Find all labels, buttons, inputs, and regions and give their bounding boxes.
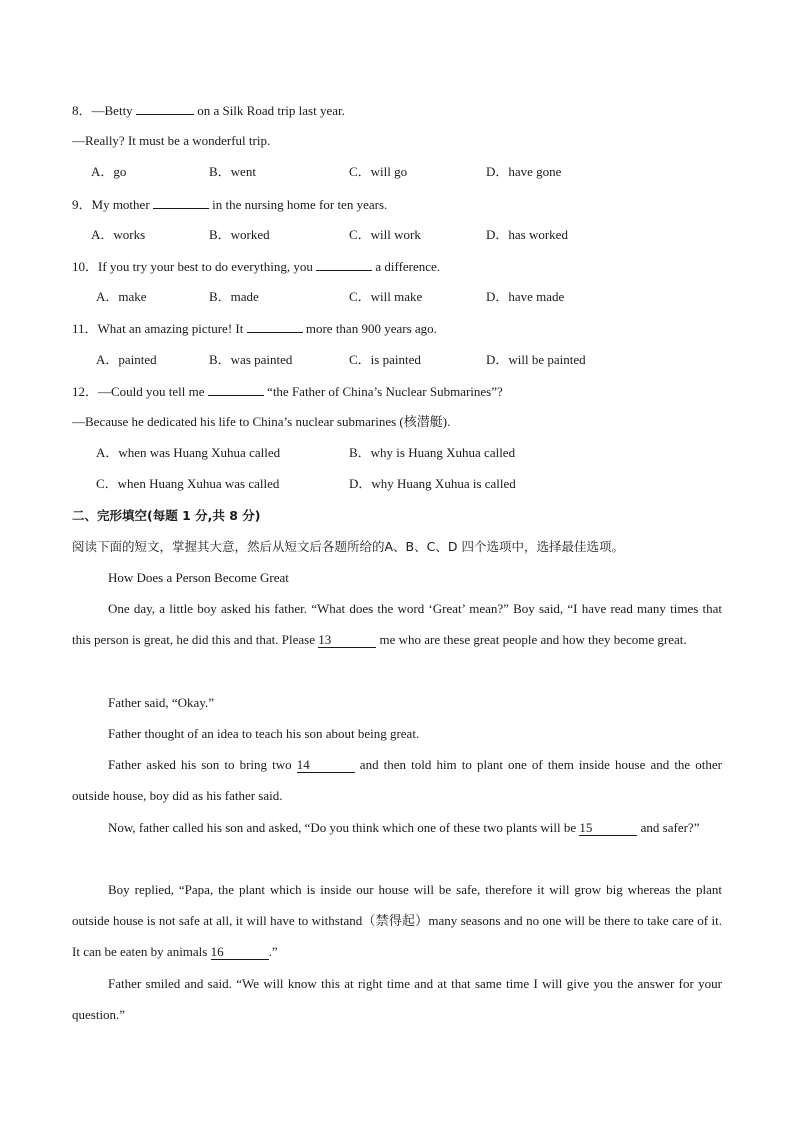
passage-paragraph-4 [72,749,722,811]
question-12 [72,383,503,400]
option-b: B．why is Huang Xuhua called [349,445,516,460]
section-heading: 二、完形填空(每题 1 分,共 8 分) [72,508,261,523]
paragraph-text: Father said, “Okay.” [108,695,215,710]
passage-paragraph-3 [72,718,722,749]
option-b: B．went [209,164,256,179]
question-12-reply: —Because he dedicated his life to China’s nuclear submarines (核潜艇). [72,414,451,429]
question-text: If you try your best to do everything, you [98,259,317,274]
question-text: “the Father of China’s Nuclear Submarines”? [263,384,503,399]
question-10 [72,258,440,275]
paragraph-text: me who are these great people and how they become great. [376,632,687,648]
answer-blank [153,196,209,209]
option-a: A．make [96,289,147,304]
option-c: C．will make [349,289,423,304]
question-text: —Could you tell me [98,384,208,399]
question-text: in the nursing home for ten years. [208,197,388,212]
option-a: A．go [91,164,127,179]
question-text: My mother [91,197,153,212]
paragraph-text: Now, father called his son and asked, “Do you think which one of these two plants will be [108,820,580,835]
paragraph-text: Father asked his son to bring two [108,757,297,772]
answer-blank [136,102,194,115]
question-text: on a Silk Road trip last year. [193,103,345,118]
question-11 [72,320,437,337]
option-b: B．was painted [209,352,293,367]
cloze-blank-13: 13 [318,633,376,648]
question-text: a difference. [372,259,441,274]
question-number: 11． [72,321,98,336]
option-a: A．when was Huang Xuhua called [96,445,281,460]
question-number: 9． [72,197,92,212]
answer-blank [316,258,372,271]
paragraph-text: .” [268,944,278,960]
option-d: D．has worked [486,227,568,242]
option-b: B．made [209,289,259,304]
option-c: C．will go [349,164,408,179]
passage-paragraph-6 [72,874,722,968]
cloze-blank-14: 14 [297,758,355,773]
answer-blank [247,320,303,333]
option-c: C．is painted [349,352,421,367]
question-8-reply: —Really? It must be a wonderful trip. [72,133,271,148]
paragraph-text: Boy replied, “Papa, the plant which is inside our house will be safe, therefore it will grow big whereas the plant outside house is not safe at all, it will have to withstand（禁得起）many seasons and no one will be there to take care of it. It can be eaten by animals [72,882,722,960]
question-8 [72,102,345,119]
option-d: D．have gone [486,164,562,179]
option-a: A．painted [96,352,157,367]
paragraph-text: One day, a little boy asked his father. “What does the word ‘Great’ mean?” Boy said, “I have read many times that this person is great, he did this and that. Please [72,601,722,648]
question-number: 10． [72,259,99,274]
question-number: 12． [72,384,99,399]
question-text: —Betty [91,103,136,118]
question-number: 8． [72,103,92,118]
paragraph-text: Father smiled and said. “We will know this at right time and at that same time I will give you the answer for your question.” [72,976,722,1023]
question-text: What an amazing picture! It [97,321,247,336]
paragraph-text: and safer?” [637,820,700,835]
paragraph-text: Father thought of an idea to teach his son about being great. [108,726,420,741]
question-9 [72,196,387,213]
section-instruction: 阅读下面的短文，掌握其大意，然后从短文后各题所给的A、B、C、D 四个选项中，选择最佳选项。 [72,539,624,554]
cloze-blank-16: 16 [211,945,269,960]
question-text: more than 900 years ago. [302,321,437,336]
option-d: D．have made [486,289,565,304]
answer-blank [208,383,264,396]
option-b: B．worked [209,227,270,242]
option-d: D．will be painted [486,352,586,367]
cloze-blank-15: 15 [579,821,637,836]
passage-paragraph-7 [72,968,722,1030]
passage-title: How Does a Person Become Great [108,570,289,585]
passage-paragraph-2 [72,687,722,718]
passage-paragraph-1 [72,593,722,655]
passage-paragraph-5 [72,812,722,843]
option-a: A．works [91,227,146,242]
paragraph-text: and then told him to plant one of them inside house and the other outside house, boy did as his father said. [72,757,723,804]
option-d: D．why Huang Xuhua is called [349,476,516,491]
option-c: C．will work [349,227,421,242]
option-c: C．when Huang Xuhua was called [96,476,280,491]
